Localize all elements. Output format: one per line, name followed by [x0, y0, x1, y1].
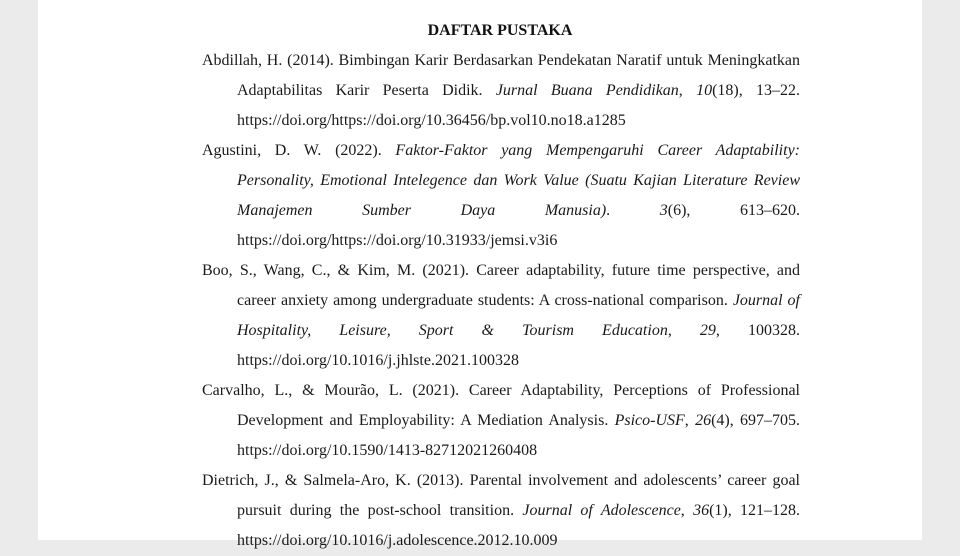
reference-lead: Dietrich, J., & Salmela-Aro, K. (2013). Parental involvement and adolescents’ career goal pursuit during the post-school transition. — [202, 472, 800, 519]
reference-tail: (4), 697–705. https://doi.org/10.1590/1413-82712021260408 — [237, 412, 801, 459]
reference-tail: (6), 613–620. https://doi.org/https://doi.org/10.31933/jemsi.v3i6 — [237, 202, 801, 249]
reference-volume: 26 — [695, 412, 712, 429]
reference-title: Faktor-Faktor yang Mempengaruhi Career Adaptability: Personality, Emotional Intelegence dan Work Value (Suatu Kajian Literature Review Manajemen Sumber Daya Manusia) — [237, 142, 800, 219]
reference-separator: , — [684, 412, 696, 429]
reference-entry — [202, 136, 800, 256]
reference-lead: Boo, S., Wang, C., & Kim, M. (2021). Career adaptability, future time perspective, and career anxiety among undergraduate students: A cross-national comparison. — [202, 262, 800, 309]
reference-journal: Journal of Adolescence — [522, 502, 681, 519]
page-title: DAFTAR PUSTAKA — [427, 22, 573, 39]
reference-journal: Jurnal Buana Pendidikan — [495, 82, 679, 99]
reference-volume: 29 — [699, 322, 716, 339]
reference-journal: Journal of Hospitality, Leisure, Sport & Tourism Education — [237, 292, 801, 339]
reference-separator: . — [606, 202, 660, 219]
document-page — [38, 0, 922, 549]
reference-lead: Abdillah, H. (2014). Bimbingan Karir Berdasarkan Pendekatan Naratif untuk Meningkatkan Adaptabilitas Karir Peserta Didik. — [202, 52, 800, 99]
reference-journal: Psico-USF — [614, 412, 685, 429]
reference-lead: Carvalho, L., & Mourão, L. (2021). Career Adaptability, Perceptions of Professional Development and Employability: A Mediation Analysis. — [202, 382, 800, 429]
reference-entry — [202, 376, 800, 466]
reference-separator: , — [678, 82, 697, 99]
reference-entry — [202, 256, 800, 376]
reference-separator: , — [667, 322, 700, 339]
reference-volume: 3 — [659, 202, 668, 219]
reference-volume: 10 — [696, 82, 713, 99]
reference-list — [202, 46, 800, 556]
reference-entry — [202, 46, 800, 136]
reference-tail: , 100328. https://doi.org/10.1016/j.jhlste.2021.100328 — [237, 322, 801, 369]
reference-separator: , — [680, 502, 694, 519]
reference-tail: (1), 121–128. https://doi.org/10.1016/j.adolescence.2012.10.009 — [237, 502, 801, 549]
reference-volume: 36 — [693, 502, 710, 519]
reference-tail: (18), 13–22. https://doi.org/https://doi.org/10.36456/bp.vol10.no18.a1285 — [237, 82, 801, 129]
reference-lead: Agustini, D. W. (2022). — [202, 142, 396, 159]
reference-entry — [202, 466, 800, 556]
